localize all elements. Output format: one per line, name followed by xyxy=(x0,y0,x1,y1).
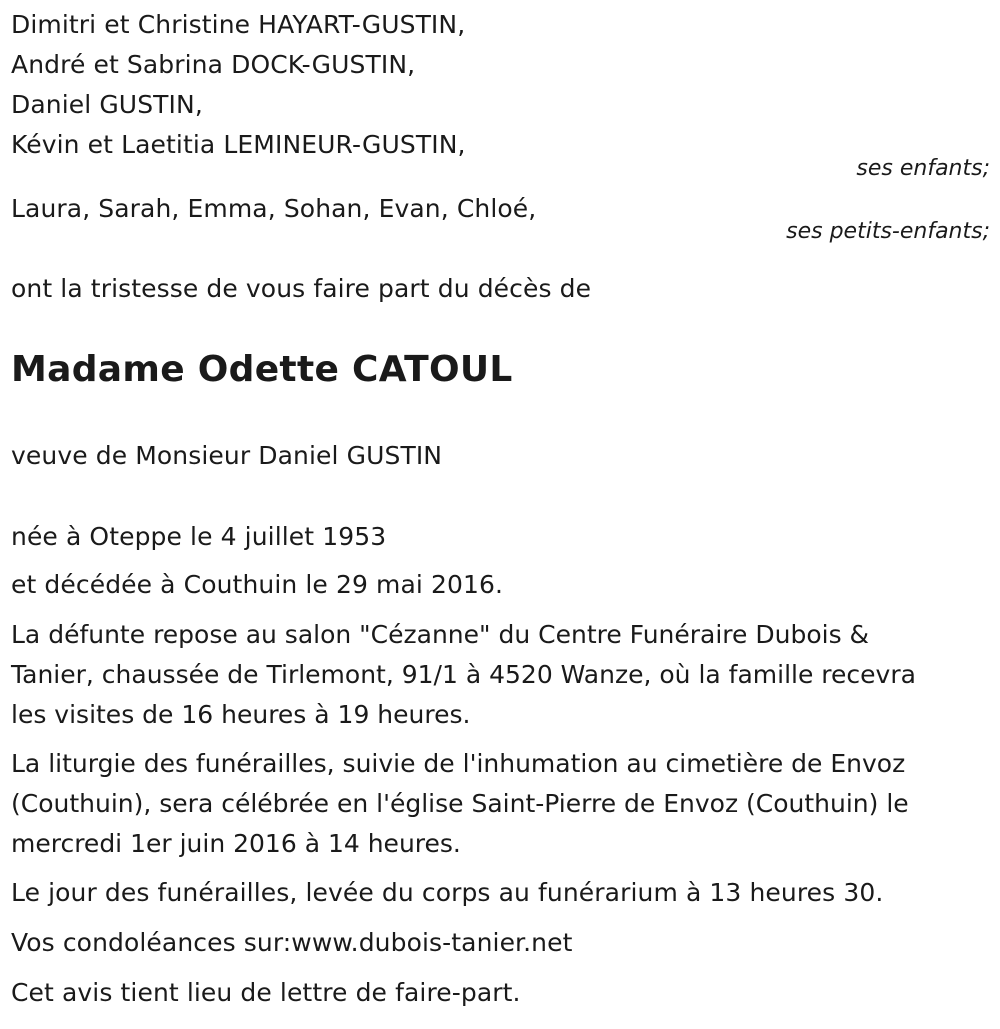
visitation-line: les visites de 16 heures à 19 heures. xyxy=(11,700,471,729)
visitation-line: Tanier, chaussée de Tirlemont, 91/1 à 4520 Wanze, où la famille recevra xyxy=(11,660,916,689)
grandchildren-role: ses petits-enfants; xyxy=(786,219,990,244)
deceased-name: Madame Odette CATOUL xyxy=(11,349,513,390)
death-info: et décédée à Couthuin le 29 mai 2016. xyxy=(11,570,504,599)
announcement: ont la tristesse de vous faire part du décès de xyxy=(11,274,592,303)
child-name: Dimitri et Christine HAYART-GUSTIN, xyxy=(11,10,466,39)
birth-info: née à Oteppe le 4 juillet 1953 xyxy=(11,522,387,551)
visitation-line: La défunte repose au salon "Cézanne" du Centre Funéraire Dubois & xyxy=(11,620,870,649)
children-role: ses enfants; xyxy=(856,156,990,181)
widow-of: veuve de Monsieur Daniel GUSTIN xyxy=(11,441,443,470)
visitation-paragraph xyxy=(11,615,981,735)
liturgy-line: (Couthuin), sera célébrée en l'église Saint-Pierre de Envoz (Couthuin) le xyxy=(11,789,909,818)
child-name: André et Sabrina DOCK-GUSTIN, xyxy=(11,50,416,79)
child-name: Daniel GUSTIN, xyxy=(11,90,203,119)
procession-info: Le jour des funérailles, levée du corps au funérarium à 13 heures 30. xyxy=(11,878,884,907)
liturgy-paragraph xyxy=(11,744,981,864)
liturgy-line: La liturgie des funérailles, suivie de l'inhumation au cimetière de Envoz xyxy=(11,749,906,778)
liturgy-line: mercredi 1er juin 2016 à 14 heures. xyxy=(11,829,461,858)
notice-info: Cet avis tient lieu de lettre de faire-part. xyxy=(11,978,521,1007)
grandchildren-names: Laura, Sarah, Emma, Sohan, Evan, Chloé, xyxy=(11,194,537,223)
child-name: Kévin et Laetitia LEMINEUR-GUSTIN, xyxy=(11,130,466,159)
condolences-info: Vos condoléances sur:www.dubois-tanier.net xyxy=(11,928,573,957)
